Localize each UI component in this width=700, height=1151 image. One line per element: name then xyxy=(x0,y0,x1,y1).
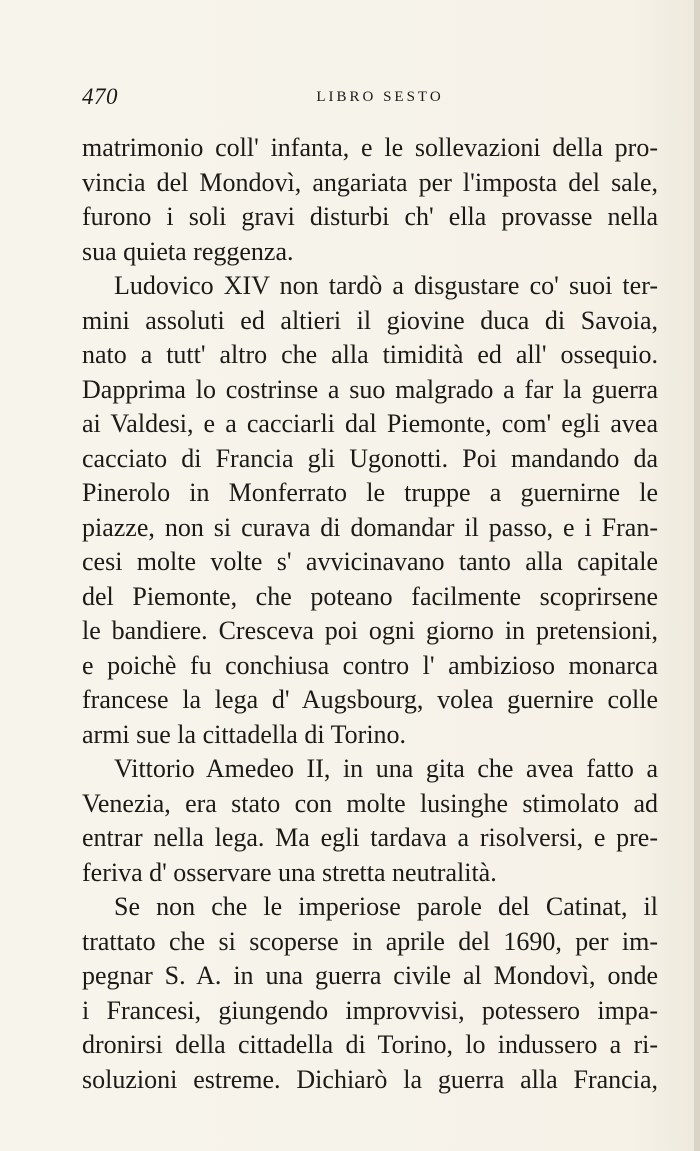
text-line: Pinerolo in Monferrato le truppe a guernirne le xyxy=(82,478,658,507)
page-edge xyxy=(694,0,700,1151)
text-line: dronirsi della cittadella di Torino, lo indussero a ri- xyxy=(82,1030,658,1059)
running-title: LIBRO SESTO xyxy=(316,89,444,105)
body-text xyxy=(82,131,658,1097)
text-line: e poichè fu conchiusa contro l' ambizioso monarca xyxy=(82,650,658,680)
text-line: entrar nella lega. Ma egli tardava a risolversi, e pre- xyxy=(82,823,658,852)
text-line: i Francesi, giungendo improvvisi, potessero impa- xyxy=(82,995,658,1025)
text-line: del Piemonte, che poteano facilmente scoprirsene xyxy=(82,581,658,611)
text-line: trattato che si scoperse in aprile del 1690, per im- xyxy=(82,926,658,956)
text-line: Vittorio Amedeo II, in una gita che avea fatto a xyxy=(114,754,658,783)
paragraph xyxy=(82,890,658,1097)
text-line: vincia del Mondovì, angariata per l'imposta del sale, xyxy=(82,167,658,197)
text-line: cacciato di Francia gli Ugonotti. Poi mandando da xyxy=(82,443,658,473)
paragraph xyxy=(82,269,658,752)
text-line: Venezia, era stato con molte lusinghe stimolato ad xyxy=(82,788,658,818)
paragraph xyxy=(82,131,658,269)
text-line: furono i soli gravi disturbi ch' ella provasse nella xyxy=(82,202,658,231)
text-line: nato a tutt' altro che alla timidità ed all' ossequio. xyxy=(82,340,658,369)
text-line: Se non che le imperiose parole del Catinat, il xyxy=(114,892,658,921)
text-line: le bandiere. Cresceva poi ogni giorno in pretensioni, xyxy=(82,616,658,645)
text-line: Ludovico XIV non tardò a disgustare co' suoi ter- xyxy=(114,271,658,300)
text-line: feriva d' osservare una stretta neutralità. xyxy=(82,857,497,887)
page-number: 470 xyxy=(82,84,118,109)
text-line: pegnar S. A. in una guerra civile al Mondovì, onde xyxy=(82,961,658,990)
paragraph xyxy=(82,752,658,890)
text-line: Dapprima lo costrinse a suo malgrado a far la guerra xyxy=(82,374,658,404)
text-line: cesi molte volte s' avvicinavano tanto alla capitale xyxy=(82,547,658,576)
text-line: mini assoluti ed altieri il giovine duca di Savoia, xyxy=(82,305,658,335)
text-line: armi sue la cittadella di Torino. xyxy=(82,719,407,749)
text-line: soluzioni estreme. Dichiarò la guerra alla Francia, xyxy=(82,1064,658,1094)
text-line: matrimonio coll' infanta, e le sollevazioni della pro- xyxy=(82,133,658,162)
text-line: piazze, non si curava di domandar il passo, e i Fran- xyxy=(82,512,658,542)
text-line: ai Valdesi, e a cacciarli dal Piemonte, com' egli avea xyxy=(82,409,658,438)
text-line: sua quieta reggenza. xyxy=(82,236,294,266)
text-line: francese la lega d' Augsbourg, volea guernire colle xyxy=(82,685,658,714)
page-header xyxy=(82,84,658,114)
